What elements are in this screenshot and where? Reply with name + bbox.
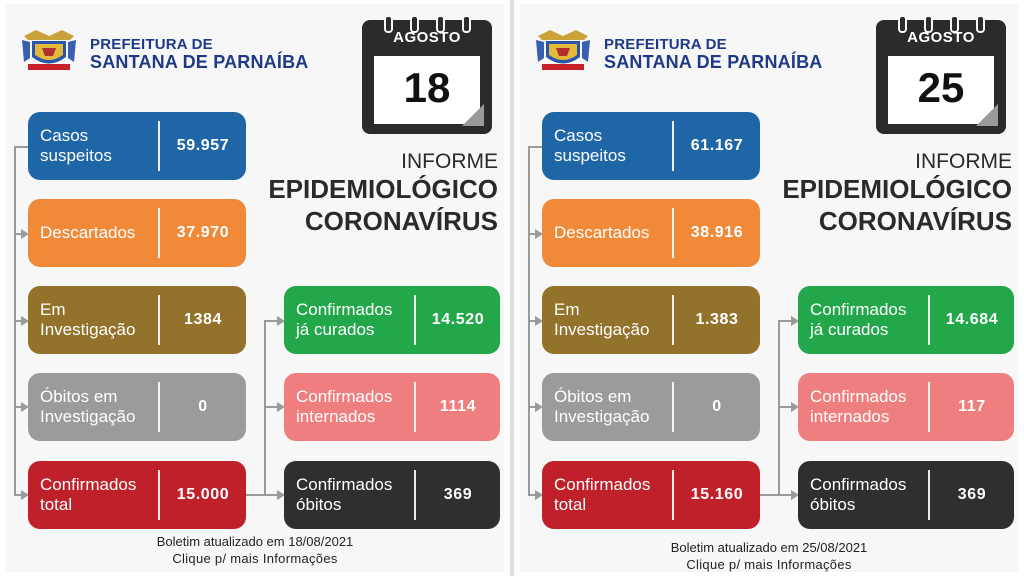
calendar-day: 18 bbox=[403, 64, 451, 111]
connector-line bbox=[760, 494, 778, 496]
confirmed-hospitalized-value: 1114 bbox=[439, 398, 477, 415]
deaths-investigation-label: Óbitos em Investigação bbox=[554, 387, 650, 426]
confirmed-recovered-box[interactable] bbox=[798, 286, 1014, 354]
confirmed-deaths-value: 369 bbox=[957, 486, 987, 503]
suspected-cases-value: 59.957 bbox=[176, 137, 230, 154]
connector-line bbox=[246, 494, 264, 496]
calendar-month: AGOSTO bbox=[907, 29, 975, 46]
confirmed-recovered-label: Confirmados já curados bbox=[296, 300, 393, 339]
deaths-investigation-value: 0 bbox=[712, 398, 722, 415]
confirmed-recovered-value: 14.684 bbox=[945, 311, 999, 328]
connector-line bbox=[264, 494, 278, 496]
informe-title: EPIDEMIOLÓGICO bbox=[268, 174, 498, 204]
confirmed-recovered-label: Confirmados já curados bbox=[810, 300, 907, 339]
confirmed-recovered-box[interactable] bbox=[284, 286, 500, 354]
more-info-link[interactable]: Clique p/ mais Informações bbox=[172, 551, 338, 566]
confirmed-recovered-value: 14.520 bbox=[431, 311, 485, 328]
prefecture-title-line2: SANTANA DE PARNAÍBA bbox=[604, 52, 823, 72]
deaths-investigation-value: 0 bbox=[198, 398, 208, 415]
suspected-cases-label: Casos suspeitos bbox=[40, 126, 112, 165]
confirmed-hospitalized-label: Confirmados internados bbox=[296, 387, 393, 426]
calendar-date bbox=[876, 20, 1006, 134]
informe-title: EPIDEMIOLÓGICO bbox=[782, 174, 1012, 204]
coat-of-arms-logo bbox=[534, 26, 592, 72]
more-info-link[interactable]: Clique p/ mais Informações bbox=[686, 557, 852, 572]
bulletin-updated-text: Boletim atualizado em 25/08/2021 bbox=[670, 540, 868, 555]
confirmed-deaths-label: Confirmados óbitos bbox=[810, 475, 907, 514]
confirmed-hospitalized-box[interactable] bbox=[798, 373, 1014, 441]
page-curl-icon bbox=[976, 104, 998, 126]
connector-line bbox=[528, 146, 542, 148]
confirmed-hospitalized-box[interactable] bbox=[284, 373, 500, 441]
under-investigation-value: 1384 bbox=[184, 311, 222, 328]
bulletin-updated-text: Boletim atualizado em 18/08/2021 bbox=[156, 534, 354, 549]
suspected-cases-value: 61.167 bbox=[690, 137, 744, 154]
confirmed-total-value: 15.000 bbox=[176, 486, 230, 503]
connector-line bbox=[264, 320, 278, 322]
calendar-date bbox=[362, 20, 492, 134]
discarded-cases-value: 38.916 bbox=[690, 224, 744, 241]
discarded-cases-value: 37.970 bbox=[176, 224, 230, 241]
confirmed-deaths-label: Confirmados óbitos bbox=[296, 475, 393, 514]
suspected-cases-box[interactable] bbox=[542, 112, 760, 180]
calendar-day: 25 bbox=[917, 64, 965, 111]
confirmed-total-label: Confirmados total bbox=[554, 475, 651, 514]
deaths-investigation-box[interactable] bbox=[542, 373, 760, 441]
informe-label: INFORME bbox=[915, 150, 1012, 173]
under-investigation-label: Em Investigação bbox=[40, 300, 136, 339]
connector-line bbox=[778, 494, 792, 496]
confirmed-total-value: 15.160 bbox=[690, 486, 744, 503]
confirmed-deaths-box[interactable] bbox=[798, 461, 1014, 529]
under-investigation-box[interactable] bbox=[28, 286, 246, 354]
bulletin-panel-2 bbox=[514, 0, 1024, 576]
confirmed-hospitalized-label: Confirmados internados bbox=[810, 387, 907, 426]
confirmed-total-box[interactable] bbox=[28, 461, 246, 529]
connector-line bbox=[264, 406, 278, 408]
connector-line bbox=[778, 320, 780, 496]
under-investigation-label: Em Investigação bbox=[554, 300, 650, 339]
under-investigation-value: 1.383 bbox=[695, 311, 739, 328]
discarded-cases-label: Descartados bbox=[40, 223, 136, 242]
under-investigation-box[interactable] bbox=[542, 286, 760, 354]
informe-subtitle: CORONAVÍRUS bbox=[818, 206, 1012, 236]
suspected-cases-box[interactable] bbox=[28, 112, 246, 180]
page-curl-icon bbox=[462, 104, 484, 126]
confirmed-deaths-box[interactable] bbox=[284, 461, 500, 529]
informe-subtitle: CORONAVÍRUS bbox=[304, 206, 498, 236]
prefecture-title-line2: SANTANA DE PARNAÍBA bbox=[90, 52, 309, 72]
informe-label: INFORME bbox=[401, 150, 498, 173]
connector-line bbox=[778, 320, 792, 322]
confirmed-hospitalized-value: 117 bbox=[958, 398, 986, 415]
prefecture-title-line1: PREFEITURA DE bbox=[604, 36, 727, 53]
connector-line bbox=[14, 146, 28, 148]
deaths-investigation-box[interactable] bbox=[28, 373, 246, 441]
discarded-cases-box[interactable] bbox=[542, 199, 760, 267]
bulletin-panel-1 bbox=[0, 0, 510, 576]
coat-of-arms-logo bbox=[20, 26, 78, 72]
confirmed-deaths-value: 369 bbox=[443, 486, 473, 503]
connector-line bbox=[264, 320, 266, 496]
confirmed-total-box[interactable] bbox=[542, 461, 760, 529]
discarded-cases-box[interactable] bbox=[28, 199, 246, 267]
deaths-investigation-label: Óbitos em Investigação bbox=[40, 387, 136, 426]
suspected-cases-label: Casos suspeitos bbox=[554, 126, 626, 165]
confirmed-total-label: Confirmados total bbox=[40, 475, 137, 514]
calendar-month: AGOSTO bbox=[393, 29, 461, 46]
connector-line bbox=[778, 406, 792, 408]
discarded-cases-label: Descartados bbox=[554, 223, 650, 242]
prefecture-title-line1: PREFEITURA DE bbox=[90, 36, 213, 53]
